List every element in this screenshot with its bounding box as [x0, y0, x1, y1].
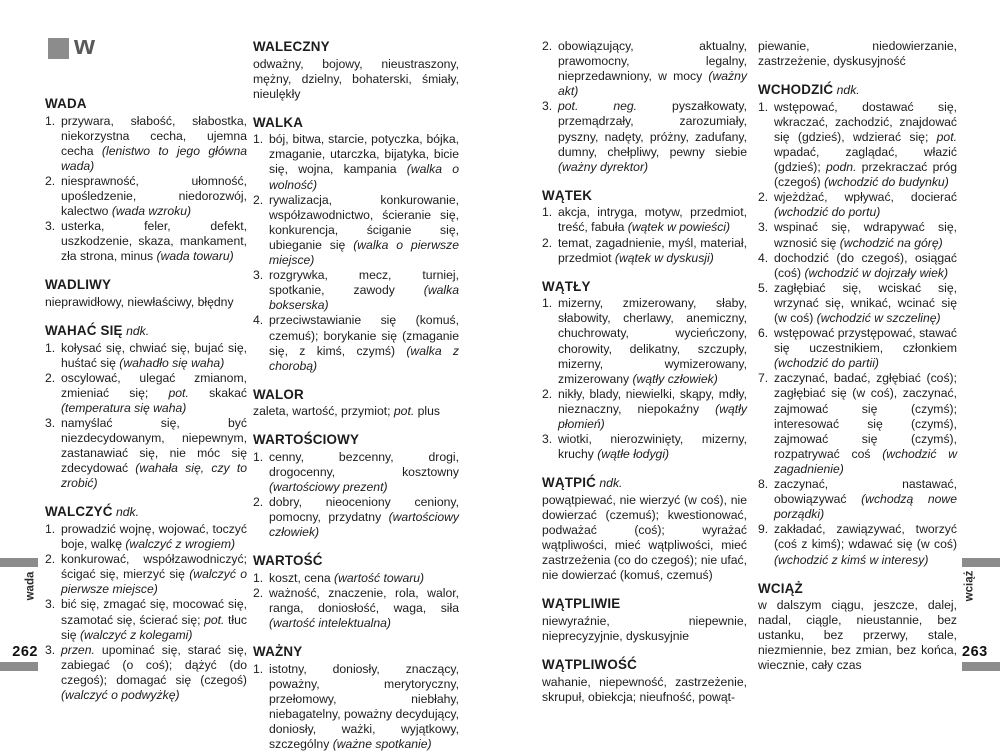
sense-number: 1. — [758, 99, 769, 114]
sense-item — [253, 495, 459, 540]
definition-text — [758, 598, 957, 673]
plain-text: prowadzić wojnę, wojować, toczyć boje, walkę — [61, 521, 247, 552]
entry-headword — [758, 581, 957, 598]
sense-number: 2. — [758, 190, 769, 205]
plain-text: mizerny, zmizerowany, słaby, słabowity, cherlawy, anemiczny, chuchrowaty, wycieńczony, chorowity, delikatny, szczupły, mizerny, wymizerowany, zmizerowany — [558, 296, 747, 386]
sense-text — [269, 586, 459, 631]
headword-text: WAŻNY — [253, 644, 303, 660]
sense-text — [61, 552, 247, 597]
entry-headword — [542, 188, 747, 205]
plain-text: skakać — [188, 385, 247, 400]
dictionary-entry — [253, 39, 459, 102]
sense-text — [774, 251, 957, 281]
plain-text: tłuc się — [61, 612, 248, 642]
plain-text: dobry, nieoceniony ceniony, pomocny, przydatny — [269, 495, 459, 525]
sense-number: 2. — [45, 552, 56, 567]
plain-text: przywara, słabość, słabostka, niekorzystna cecha, ujemna cecha — [61, 113, 247, 158]
sense-number: 4. — [758, 250, 769, 265]
sense-number: 1. — [45, 340, 56, 355]
entry-continuation — [758, 39, 957, 69]
plain-text: nieprawidłowy, niewłaściwy, błędny — [45, 294, 234, 309]
definition-text — [542, 493, 747, 584]
headword-text: WALECZNY — [253, 39, 330, 54]
sense-text — [269, 268, 459, 313]
italic-text: (walczyć z wrogiem) — [125, 537, 236, 552]
headword-text: WADLIWY — [45, 277, 112, 293]
plain-text: niesprawność, ułomność, upośledzenie, niedorozwój, kalectwo — [61, 173, 247, 219]
headword-text: WĄTEK — [542, 187, 593, 203]
sense-item — [542, 296, 747, 387]
entry-headword — [253, 432, 459, 449]
sense-item — [758, 326, 957, 371]
sense-number: 1. — [253, 449, 264, 464]
definition-text — [45, 295, 247, 310]
sense-number: 1. — [253, 132, 264, 147]
grammar-label: ndk. — [122, 324, 150, 339]
sense-text — [61, 416, 247, 491]
sense-number: 1. — [45, 521, 56, 536]
italic-text: (walka o wolność) — [269, 162, 459, 192]
sense-text — [61, 371, 247, 416]
plain-text: pyszałkowaty, przemądrzały, zarozumiały, pyszny, nadęty, próżny, zadufany, dumny, chełpliwy, pewny siebie — [558, 99, 747, 159]
italic-text: pot. — [168, 385, 189, 400]
italic-text: pot. neg. — [558, 99, 638, 114]
headword-text: WARTOŚCIOWY — [253, 432, 360, 448]
plain-text: piewanie, niedowierzanie, zastrzeżenie, dyskusyjność — [758, 39, 957, 69]
plain-text: powątpiewać, nie wierzyć (w coś), nie dowierzać (czemuś); kwestionować, podważać (coś); wyrażać wątpliwości, mieć wątpliwości, mieć zastrzeżenia (co do czegoś); nie ufać, nie dowierzać (komuś, czemuś) — [542, 492, 747, 583]
italic-text: (walka bokserska) — [269, 283, 459, 313]
plain-text: bój, bitwa, starcie, potyczka, bójka, zmaganie, utarczka, bijatyka, bicie się, wojna, kampania — [269, 132, 459, 177]
sense-item — [542, 236, 747, 266]
dictionary-entry — [542, 657, 747, 705]
sense-item — [542, 432, 747, 462]
sense-item — [45, 522, 247, 552]
headword-text: WAHAĆ SIĘ — [45, 323, 123, 339]
sense-text — [774, 100, 957, 191]
headword-text: WADA — [45, 96, 87, 111]
sense-item — [758, 100, 957, 191]
plain-text: oscylować, ulegać zmianom, zmieniać się; — [61, 370, 247, 400]
sense-text — [61, 341, 247, 371]
sense-number: 3. — [758, 220, 769, 235]
italic-text: (wątek w powieści) — [627, 220, 731, 235]
sense-text — [558, 432, 747, 462]
sense-text — [269, 571, 459, 586]
sense-number: 7. — [758, 371, 769, 386]
sense-number: 3. — [542, 99, 553, 114]
sense-item — [253, 450, 459, 495]
headword-text: WĄTPLIWOŚĆ — [542, 657, 637, 672]
left-bottom-margin-bar — [0, 662, 38, 671]
section-letter: w — [74, 30, 96, 60]
sense-text — [774, 371, 957, 477]
sense-number: 2. — [253, 495, 264, 510]
sense-number: 1. — [253, 570, 264, 585]
sense-text — [269, 495, 459, 540]
sense-item — [45, 174, 247, 219]
sense-text — [558, 205, 747, 235]
sense-item — [542, 387, 747, 432]
entry-continuation — [542, 39, 747, 175]
italic-text: (ważny dyrektor) — [558, 159, 649, 174]
dictionary-entry — [45, 96, 247, 264]
headword-text: WĄTPIĆ — [542, 475, 597, 491]
sense-item — [758, 522, 957, 567]
entry-headword — [253, 553, 459, 570]
italic-text: (ważny akt) — [558, 69, 747, 99]
left-page-number: 262 — [12, 644, 38, 660]
dictionary-entry — [253, 387, 459, 420]
right-thumb-tab: wciąż — [963, 570, 976, 602]
grammar-label: ndk. — [112, 505, 140, 520]
sense-text — [558, 99, 747, 174]
sense-number: 9. — [758, 522, 769, 537]
sense-item — [45, 371, 247, 416]
sense-item — [542, 39, 747, 99]
sense-item — [758, 251, 957, 281]
headword-text: WARTOŚĆ — [253, 553, 323, 569]
sense-number: 6. — [758, 326, 769, 341]
plain-text: wjeżdżać, wpływać, docierać — [774, 190, 957, 205]
column-2 — [253, 39, 459, 752]
italic-text: (wartość towaru) — [334, 570, 425, 585]
plain-text: koszt, cena — [269, 570, 335, 585]
column-1 — [45, 96, 247, 703]
italic-text: pot. — [393, 404, 415, 419]
plain-text: kołysać się, chwiać się, bujać się, huśtać się — [61, 340, 247, 370]
entry-headword — [758, 82, 957, 99]
entry-headword — [45, 277, 247, 294]
entry-headword — [542, 657, 747, 674]
plain-text: plus — [414, 404, 440, 419]
sense-text — [558, 39, 747, 99]
plain-text: cenny, bezcenny, drogi, drogocenny, kosztowny — [269, 449, 459, 479]
sense-number: 1. — [542, 205, 553, 220]
entry-headword — [253, 115, 459, 132]
plain-text: przekraczać próg (czegoś) — [774, 160, 957, 190]
dictionary-entry — [45, 323, 247, 491]
entry-headword — [253, 644, 459, 661]
italic-text: (wartość intelektualna) — [269, 616, 391, 631]
plain-text: odważny, bojowy, nieustraszony, mężny, dzielny, bohaterski, śmiały, nieulękły — [253, 56, 459, 101]
sense-item — [253, 586, 459, 631]
italic-text: (wartościowy człowiek) — [269, 510, 459, 540]
definition-text — [253, 57, 459, 102]
dictionary-entry — [45, 277, 247, 310]
italic-text: (wchodzić do budynku) — [824, 175, 949, 190]
plain-text: obowiązujący, aktualny, prawomocny, legalny, nieprzedawniony, w mocy — [558, 39, 747, 84]
italic-text: (wahała się, czy to zrobić) — [61, 461, 248, 491]
plain-text: wahanie, niepewność, zastrzeżenie, skrupuł, obiekcja; nieufność, powąt- — [542, 674, 747, 704]
dictionary-entry — [253, 644, 459, 752]
right-top-margin-bar — [962, 558, 1000, 567]
dictionary-entry — [253, 553, 459, 631]
sense-item — [45, 552, 247, 597]
headword-text: WALKA — [253, 114, 304, 130]
right-bottom-margin-bar — [962, 662, 1000, 671]
sense-text — [558, 236, 747, 266]
definition-text — [542, 614, 747, 644]
plain-text: namyślać się, być niezdecydowanym, niepewnym, zastanawiać się, nie móc się zdecydować — [61, 416, 247, 476]
sense-number: 3. — [45, 219, 56, 234]
plain-text: zakładać, zawiązywać, tworzyć (coś z kimś); wdawać się (w coś) — [774, 522, 957, 552]
dictionary-entry — [253, 432, 459, 540]
sense-item — [758, 190, 957, 220]
italic-text: (wada towaru) — [156, 249, 234, 264]
plain-text: nikły, blady, niewielki, skąpy, mdły, nieznaczny, niepokaźny — [558, 386, 747, 416]
sense-text — [269, 662, 459, 752]
sense-number: 5. — [758, 280, 769, 295]
plain-text: przeciwstawianie się (komuś, czemuś); borykanie się (zmaganie się, z kimś, czymś) — [269, 313, 459, 358]
sense-item — [45, 597, 247, 642]
sense-text — [774, 522, 957, 567]
italic-text: (wchodzić z kimś w interesy) — [774, 552, 929, 567]
sense-item — [45, 341, 247, 371]
dictionary-entry — [45, 504, 247, 703]
sense-text — [774, 190, 957, 220]
plain-text: rozgrywka, mecz, turniej, spotkanie, zawody — [269, 268, 459, 298]
sense-item — [758, 220, 957, 250]
plain-text: wstępować przystępować, stawać się uczestnikiem, członkiem — [774, 326, 957, 356]
italic-text: (temperatura się waha) — [61, 400, 187, 415]
plain-text: dochodzić (do czegoś), osiągać (coś) — [774, 250, 957, 280]
plain-text: istotny, doniosły, znaczący, poważny, merytoryczny, przełomowy, niebłahy, niebagatelny, poważny decydujący, doniosły, ważki, wyjątkowy, szczególny — [269, 661, 459, 752]
sense-number: 3. — [45, 642, 56, 657]
italic-text: (wchodzić w dojrzały wiek) — [804, 265, 949, 280]
entry-headword — [45, 96, 247, 113]
sense-number: 2. — [45, 173, 56, 188]
right-page-number: 263 — [962, 644, 988, 660]
italic-text: (wchodzić do portu) — [774, 205, 881, 220]
plain-text: bić się, zmagać się, mocować się, szamotać się, ścierać się; — [61, 597, 247, 627]
italic-text: (wartościowy prezent) — [269, 480, 388, 495]
dictionary-entry — [542, 475, 747, 583]
grammar-label: ndk. — [833, 83, 860, 98]
sense-text — [269, 313, 459, 373]
italic-text: (wchodzą nowe porządki) — [774, 492, 957, 522]
sense-number: 4. — [253, 313, 264, 328]
sense-number: 1. — [542, 296, 553, 311]
plain-text: usterka, feler, defekt, uszkodzenie, skaza, mankament, zła strona, minus — [61, 219, 247, 264]
italic-text: pot. — [936, 129, 957, 144]
section-square-icon — [48, 38, 69, 59]
column-3 — [542, 39, 747, 705]
sense-text — [774, 477, 957, 522]
italic-text: (wada wzroku) — [111, 204, 192, 219]
entry-headword — [253, 39, 459, 56]
entry-headword — [45, 504, 247, 521]
sense-text — [558, 296, 747, 387]
sense-number: 2. — [253, 586, 264, 601]
grammar-label: ndk. — [596, 476, 623, 491]
entry-headword — [45, 323, 247, 340]
sense-number: 2. — [542, 235, 553, 250]
dictionary-entry — [542, 596, 747, 644]
sense-number: 2. — [542, 39, 553, 53]
plain-text: niewyraźnie, niepewnie, nieprecyzyjnie, dyskusyjnie — [542, 613, 747, 643]
sense-item — [758, 477, 957, 522]
plain-text: wpadać, zaglądać, włazić (gdzieś); — [774, 144, 957, 175]
italic-text: (wątłe łodygi) — [597, 447, 670, 462]
definition-text — [542, 675, 747, 705]
italic-text: (wchodzić na górę) — [839, 235, 943, 250]
entry-headword — [542, 475, 747, 492]
sense-item — [253, 662, 459, 752]
left-thumb-tab: wada — [24, 571, 37, 601]
sense-item — [253, 571, 459, 586]
plain-text: temat, zagadnienie, myśl, materiał, przedmiot — [558, 235, 747, 265]
headword-text: WĄTŁY — [542, 278, 591, 294]
sense-number: 2. — [253, 192, 264, 207]
sense-item — [45, 114, 247, 174]
sense-item — [45, 416, 247, 491]
plain-text: zaleta, wartość, przymiot; — [253, 404, 394, 419]
sense-text — [558, 387, 747, 432]
definition-text — [253, 404, 459, 419]
italic-text: (walka o pierwsze miejsce) — [269, 237, 460, 268]
dictionary-entry — [758, 581, 957, 674]
sense-number: 8. — [758, 477, 769, 492]
italic-text: (ważne spotkanie) — [332, 737, 432, 752]
plain-text: w dalszym ciągu, jeszcze, dalej, nadal, ciągle, nieustannie, bez ustanku, bez przerwy, stale, niezmiennie, bez zmian, bez końca, wiecznie, cały czas — [758, 598, 957, 673]
sense-number: 3. — [45, 416, 56, 430]
italic-text: podn. — [825, 160, 857, 175]
sense-number: 3. — [253, 268, 264, 283]
italic-text: (wątek w dyskusji) — [614, 250, 714, 265]
plain-text: konkurować, współzawodniczyć; ścigać się, mierzyć się — [61, 552, 247, 582]
italic-text: (wątły płomień) — [558, 401, 747, 431]
dictionary-entry — [542, 279, 747, 463]
sense-item — [758, 371, 957, 477]
dictionary-entry — [758, 82, 957, 567]
definition-text — [758, 39, 957, 69]
plain-text: rywalizacja, konkurowanie, współzawodnictwo, ścieranie się, konkurencja, ściganie się, ubieganie się — [269, 192, 459, 252]
italic-text: (walka z chorobą) — [269, 343, 460, 373]
headword-text: WALCZYĆ — [45, 504, 113, 520]
plain-text: ważność, znaczenie, rola, walor, ranga, doniosłość, waga, siła — [269, 586, 459, 616]
italic-text: (wchodzić w szczelinę) — [816, 311, 941, 325]
headword-text: WCIĄŻ — [758, 580, 803, 596]
sense-item — [253, 268, 459, 313]
sense-item — [253, 132, 459, 192]
sense-text — [61, 219, 247, 264]
sense-item — [45, 643, 247, 703]
plain-text: upominać się, starać się, zabiegać (o coś); dążyć (do czegoś); domagać się (czegoś) — [61, 642, 247, 687]
italic-text: (wchodzić do partii) — [774, 356, 879, 371]
italic-text: (lenistwo to jego główna wada) — [61, 143, 247, 173]
sense-number: 3. — [542, 432, 553, 447]
left-top-margin-bar — [0, 558, 38, 567]
italic-text: (walczyć o podwyżkę) — [61, 688, 180, 702]
italic-text: (wątły człowiek) — [632, 371, 718, 386]
sense-item — [253, 193, 459, 268]
plain-text: wiotki, nierozwinięty, mizerny, kruchy — [558, 432, 747, 462]
sense-text — [269, 193, 459, 268]
plain-text: wspinać się, wdrapywać się, wznosić się — [774, 220, 957, 250]
sense-number: 3. — [45, 597, 56, 612]
sense-item — [253, 313, 459, 373]
plain-text: wstępować, dostawać się, wkraczać, zachodzić, znajdować się (gdzieś), wdzierać się; — [774, 99, 957, 144]
sense-item — [542, 205, 747, 235]
sense-text — [774, 326, 957, 371]
sense-text — [61, 114, 247, 174]
entry-headword — [542, 279, 747, 296]
plain-text: zaczynać, nastawać, obowiązywać — [774, 477, 957, 507]
entry-headword — [253, 387, 459, 404]
sense-number: 1. — [45, 113, 56, 128]
sense-text — [61, 597, 247, 642]
italic-text: pot. — [204, 612, 225, 627]
italic-text: (wahadło się waha) — [119, 355, 225, 370]
column-4 — [758, 39, 957, 674]
sense-text — [269, 132, 459, 192]
sense-text — [774, 281, 957, 326]
sense-text — [774, 220, 957, 250]
sense-number: 2. — [45, 370, 56, 385]
sense-text — [61, 174, 247, 219]
dictionary-entry — [253, 115, 459, 374]
sense-item — [542, 99, 747, 174]
entry-headword — [542, 596, 747, 613]
italic-text: (walczyć z kolegami) — [79, 627, 193, 642]
plain-text: akcja, intryga, motyw, przedmiot, treść, fabuła — [558, 205, 747, 235]
sense-number: 1. — [253, 661, 264, 676]
italic-text: przen. — [61, 642, 95, 657]
sense-text — [61, 643, 247, 703]
headword-text: WĄTPLIWIE — [542, 596, 621, 612]
italic-text: (walczyć o pierwsze miejsce) — [61, 567, 247, 597]
headword-text: WCHODZIĆ — [758, 82, 834, 98]
plain-text: zaczynać, badać, zgłębiać (coś); zagłębiać się (w coś), zaczynać, zajmować się (czymś); interesować się (czymś), zajmować się (czymś), rozpatrywać coś — [774, 371, 957, 461]
sense-text — [61, 522, 247, 552]
sense-text — [269, 450, 459, 495]
italic-text: (wchodzić w zagadnienie) — [774, 446, 958, 476]
sense-item — [758, 281, 957, 326]
sense-item — [45, 219, 247, 264]
plain-text: zagłębiać się, wciskać się, wrzynać się, wnikać, wcinać się (w coś) — [774, 280, 957, 325]
headword-text: WALOR — [253, 386, 304, 402]
dictionary-entry — [542, 188, 747, 266]
sense-number: 2. — [542, 386, 553, 401]
